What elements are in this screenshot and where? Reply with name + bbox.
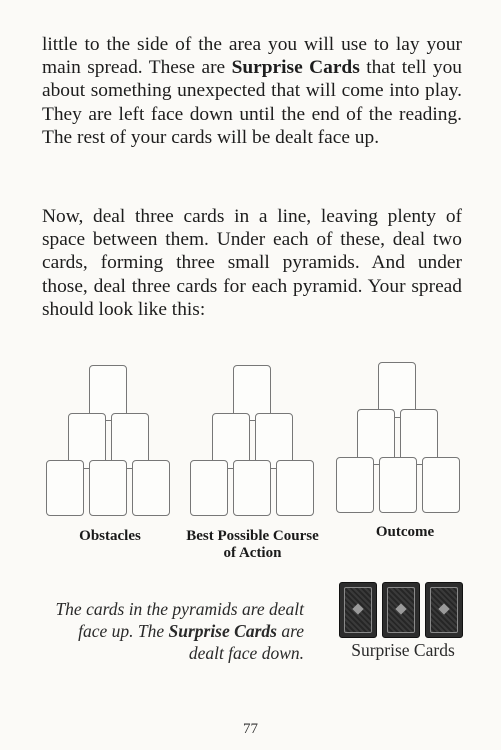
- caption-part: The cards in the pyramids are dealt face up. The: [55, 599, 304, 641]
- surprise-cards-illustration: [339, 582, 465, 638]
- paragraph-text: that tell you about something unexpected that will come into play. They are left face down until the end of the reading. The rest of your cards will be dealt face up.: [42, 57, 462, 148]
- card-bottom: [422, 457, 460, 513]
- paragraph-deal-instructions: Now, deal three cards in a line, leaving plenty of space between them. Under each of these, deal two cards, forming three small pyramids. And under those, deal three cards for each pyramid. Your spread should look like this:: [42, 206, 462, 320]
- pyramid-spread-diagram: [0, 362, 501, 582]
- surprise-cards-term: Surprise Cards: [231, 57, 360, 79]
- caption-bold: Surprise: [168, 621, 230, 641]
- pyramid-label-obstacles: Obstacles: [79, 528, 141, 544]
- caption-part: are dealt face down.: [188, 621, 304, 663]
- caption-bold: Cards: [234, 621, 277, 641]
- card-bottom: [379, 457, 417, 513]
- card-bottom: [46, 460, 84, 516]
- paragraph-surprise-cards: [42, 33, 462, 149]
- card-bottom: [276, 460, 314, 516]
- card-bottom: [190, 460, 228, 516]
- card-bottom: [89, 460, 127, 516]
- card-bottom: [233, 460, 271, 516]
- surprise-cards-label: Surprise Cards: [351, 640, 455, 660]
- caption-text: [48, 598, 304, 664]
- pyramid-label-course-of-action: Best Possible Course of Action: [186, 528, 319, 561]
- card-bottom: [336, 457, 374, 513]
- pyramid-label-outcome: Outcome: [375, 524, 435, 540]
- card-bottom: [132, 460, 170, 516]
- paragraph-text: little to the side of the area you will use to lay your main spread. These are: [42, 34, 462, 79]
- face-down-card: [425, 582, 463, 638]
- face-down-card: [339, 582, 377, 638]
- page-number: 77: [243, 721, 258, 737]
- face-down-card: [382, 582, 420, 638]
